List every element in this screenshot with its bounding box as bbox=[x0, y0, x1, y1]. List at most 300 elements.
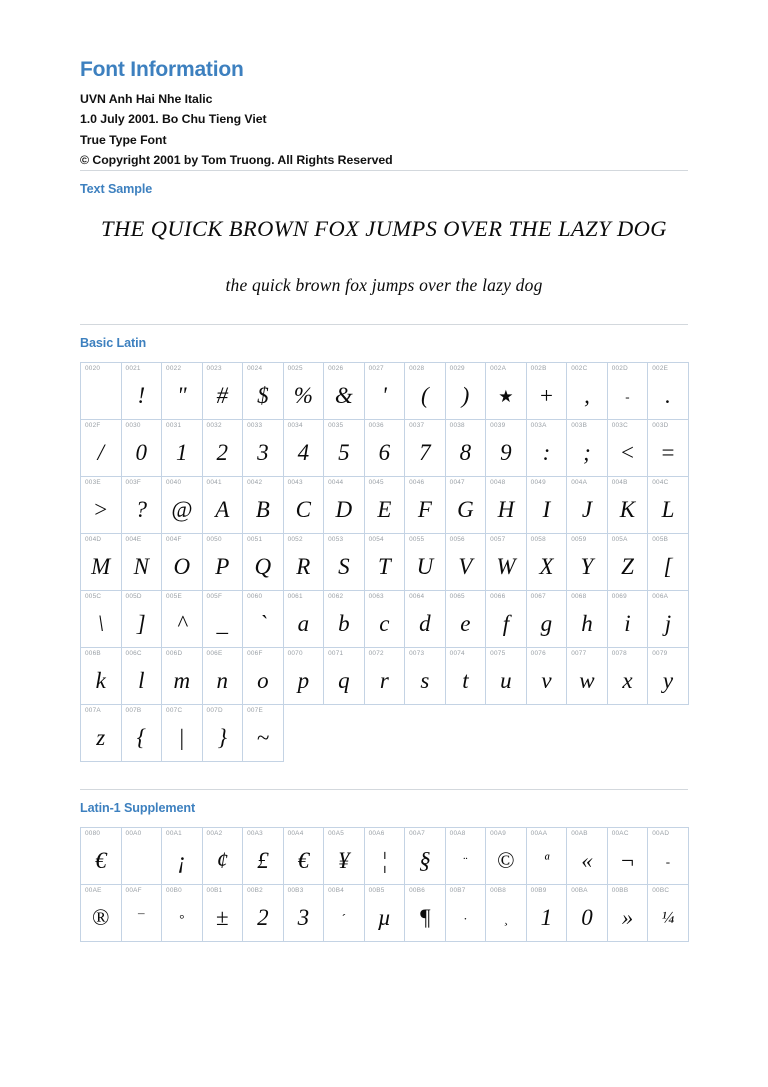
glyph-codepoint: 002E bbox=[652, 365, 669, 373]
glyph-cell[interactable] bbox=[202, 534, 243, 591]
glyph-cell[interactable] bbox=[526, 420, 567, 477]
glyph-cell[interactable] bbox=[567, 591, 608, 648]
glyph-character: p bbox=[297, 667, 310, 693]
glyph-character: € bbox=[95, 847, 107, 873]
glyph-cell[interactable] bbox=[324, 885, 365, 942]
glyph-character: Y bbox=[580, 553, 594, 579]
glyph-cell[interactable] bbox=[526, 648, 567, 705]
glyph-cell[interactable] bbox=[526, 885, 567, 942]
glyph-character: § bbox=[419, 847, 431, 873]
glyph-cell-empty bbox=[364, 705, 405, 762]
glyph-codepoint: 0029 bbox=[449, 365, 465, 373]
glyph-cell[interactable] bbox=[486, 828, 527, 885]
glyph-codepoint: 00B6 bbox=[409, 887, 426, 895]
glyph-character: } bbox=[217, 724, 227, 750]
glyph-character: ) bbox=[461, 382, 470, 408]
glyph-codepoint: 0030 bbox=[125, 422, 141, 430]
glyph-cell[interactable] bbox=[81, 885, 122, 942]
glyph-cell[interactable] bbox=[648, 534, 689, 591]
glyph-codepoint: 00AE bbox=[85, 887, 102, 895]
glyph-cell[interactable] bbox=[324, 828, 365, 885]
glyph-character: ★ bbox=[498, 386, 514, 406]
glyph-codepoint: 003B bbox=[571, 422, 588, 430]
glyph-cell[interactable] bbox=[405, 477, 446, 534]
glyph-cell[interactable] bbox=[283, 648, 324, 705]
glyph-codepoint: 00A2 bbox=[206, 830, 223, 838]
glyph-cell[interactable] bbox=[283, 591, 324, 648]
glyph-codepoint: 0064 bbox=[409, 593, 425, 601]
glyph-cell[interactable] bbox=[121, 705, 162, 762]
glyph-codepoint: 0033 bbox=[247, 422, 263, 430]
glyph-character: · bbox=[463, 910, 468, 926]
glyph-cell[interactable] bbox=[648, 828, 689, 885]
glyph-character: . bbox=[665, 382, 671, 408]
glyph-codepoint: 00B7 bbox=[449, 887, 466, 895]
glyph-cell[interactable] bbox=[81, 534, 122, 591]
glyph-codepoint: 004A bbox=[571, 479, 588, 487]
glyph-cell[interactable] bbox=[364, 591, 405, 648]
glyph-table-body-basic-latin bbox=[81, 363, 689, 762]
glyph-character: ` bbox=[258, 610, 267, 636]
glyph-character: ( bbox=[421, 382, 429, 408]
glyph-cell[interactable] bbox=[243, 420, 284, 477]
glyph-codepoint: 0040 bbox=[166, 479, 182, 487]
glyph-character: G bbox=[457, 496, 474, 522]
glyph-codepoint: 00AA bbox=[530, 830, 548, 838]
glyph-character: m bbox=[173, 667, 191, 693]
glyph-cell[interactable] bbox=[243, 885, 284, 942]
glyph-character: ¥ bbox=[338, 847, 350, 873]
glyph-codepoint: 00AF bbox=[125, 887, 142, 895]
glyph-codepoint: 0073 bbox=[409, 650, 425, 658]
glyph-character: © bbox=[497, 847, 515, 873]
glyph-cell[interactable] bbox=[567, 477, 608, 534]
glyph-cell[interactable] bbox=[405, 534, 446, 591]
glyph-character: c bbox=[379, 610, 390, 636]
glyph-codepoint: 00A3 bbox=[247, 830, 263, 838]
glyph-character: s bbox=[420, 667, 430, 693]
glyph-codepoint: 0036 bbox=[368, 422, 384, 430]
glyph-character: W bbox=[496, 553, 516, 579]
glyph-cell[interactable] bbox=[162, 477, 203, 534]
glyph-character: 3 bbox=[257, 439, 269, 465]
glyph-codepoint: 0037 bbox=[409, 422, 425, 430]
glyph-cell[interactable] bbox=[648, 885, 689, 942]
font-version-line: 1.0 July 2001. Bo Chu Tieng Viet bbox=[80, 112, 267, 127]
glyph-character: » bbox=[621, 904, 634, 930]
glyph-character: ' bbox=[381, 382, 387, 408]
glyph-character: ª bbox=[544, 850, 549, 870]
glyph-character: 7 bbox=[419, 439, 431, 465]
glyph-codepoint: 005E bbox=[166, 593, 182, 601]
glyph-cell[interactable] bbox=[486, 363, 527, 420]
glyph-character: / bbox=[97, 439, 104, 465]
glyph-cell[interactable] bbox=[486, 591, 527, 648]
glyph-cell[interactable] bbox=[364, 828, 405, 885]
glyph-cell[interactable] bbox=[445, 420, 486, 477]
glyph-character: Z bbox=[621, 553, 634, 579]
glyph-cell[interactable] bbox=[445, 885, 486, 942]
glyph-character: 5 bbox=[338, 439, 350, 465]
glyph-codepoint: 002C bbox=[571, 365, 588, 373]
glyph-cell[interactable] bbox=[202, 885, 243, 942]
glyph-codepoint: 00BC bbox=[652, 887, 670, 895]
glyph-character: £ bbox=[257, 847, 269, 873]
glyph-cell[interactable] bbox=[486, 885, 527, 942]
text-sample-uppercase: THE QUICK BROWN FOX JUMPS OVER THE LAZY DOG bbox=[101, 216, 667, 242]
glyph-row bbox=[81, 534, 689, 591]
glyph-cell[interactable] bbox=[81, 420, 122, 477]
glyph-codepoint: 0034 bbox=[287, 422, 303, 430]
glyph-codepoint: 0078 bbox=[611, 650, 627, 658]
glyph-codepoint: 0047 bbox=[449, 479, 465, 487]
glyph-cell[interactable] bbox=[486, 648, 527, 705]
glyph-cell[interactable] bbox=[324, 477, 365, 534]
glyph-character: i bbox=[624, 610, 631, 636]
glyph-character: _ bbox=[216, 610, 229, 636]
glyph-cell[interactable] bbox=[121, 534, 162, 591]
document-header bbox=[80, 0, 688, 170]
glyph-cell[interactable] bbox=[567, 828, 608, 885]
glyph-cell[interactable] bbox=[202, 705, 243, 762]
glyph-codepoint: 005F bbox=[206, 593, 223, 601]
glyph-cell[interactable] bbox=[364, 477, 405, 534]
glyph-cell[interactable] bbox=[567, 363, 608, 420]
glyph-character: N bbox=[133, 553, 149, 579]
glyph-cell[interactable] bbox=[202, 648, 243, 705]
glyph-cell[interactable] bbox=[202, 363, 243, 420]
glyph-cell[interactable] bbox=[567, 648, 608, 705]
glyph-row bbox=[81, 648, 689, 705]
glyph-codepoint: 006A bbox=[652, 593, 669, 601]
glyph-cell[interactable] bbox=[486, 477, 527, 534]
glyph-cell[interactable] bbox=[607, 828, 648, 885]
glyph-codepoint: 00A4 bbox=[287, 830, 304, 838]
glyph-character: 1 bbox=[176, 439, 188, 465]
glyph-cell[interactable] bbox=[243, 828, 284, 885]
glyph-cell[interactable] bbox=[202, 420, 243, 477]
glyph-cell[interactable] bbox=[81, 648, 122, 705]
glyph-character: V bbox=[458, 553, 473, 579]
glyph-cell[interactable] bbox=[81, 591, 122, 648]
glyph-cell[interactable] bbox=[243, 534, 284, 591]
glyph-codepoint: 00B5 bbox=[368, 887, 385, 895]
glyph-cell[interactable] bbox=[445, 591, 486, 648]
glyph-codepoint: 005C bbox=[85, 593, 102, 601]
glyph-cell[interactable] bbox=[162, 648, 203, 705]
glyph-cell[interactable] bbox=[648, 648, 689, 705]
glyph-character: " bbox=[176, 382, 187, 408]
glyph-codepoint: 0057 bbox=[490, 536, 506, 544]
glyph-cell[interactable] bbox=[81, 705, 122, 762]
glyph-character: 3 bbox=[297, 904, 310, 930]
glyph-cell[interactable] bbox=[607, 420, 648, 477]
glyph-character: a bbox=[297, 610, 310, 636]
glyph-codepoint: 0067 bbox=[530, 593, 546, 601]
glyph-cell[interactable] bbox=[202, 828, 243, 885]
glyph-table-basic-latin bbox=[80, 362, 689, 762]
glyph-cell[interactable] bbox=[648, 420, 689, 477]
glyph-character: O bbox=[173, 553, 191, 579]
glyph-codepoint: 0024 bbox=[247, 365, 263, 373]
glyph-codepoint: 0038 bbox=[449, 422, 465, 430]
glyph-cell[interactable] bbox=[162, 828, 203, 885]
glyph-codepoint: 00A9 bbox=[490, 830, 507, 838]
glyph-codepoint: 0054 bbox=[368, 536, 384, 544]
glyph-cell[interactable] bbox=[607, 648, 648, 705]
glyph-codepoint: 004C bbox=[652, 479, 669, 487]
glyph-character: j bbox=[664, 610, 672, 636]
glyph-cell[interactable] bbox=[445, 648, 486, 705]
glyph-codepoint: 0058 bbox=[530, 536, 546, 544]
glyph-character: ° bbox=[179, 910, 185, 926]
glyph-character: µ bbox=[377, 904, 391, 930]
glyph-codepoint: 002B bbox=[530, 365, 547, 373]
glyph-cell[interactable] bbox=[567, 534, 608, 591]
glyph-character: k bbox=[95, 667, 106, 693]
glyph-cell[interactable] bbox=[526, 363, 567, 420]
glyph-cell[interactable] bbox=[445, 828, 486, 885]
glyph-character: h bbox=[581, 610, 593, 636]
font-name-line: UVN Anh Hai Nhe Italic bbox=[80, 92, 213, 107]
glyph-codepoint: 00BA bbox=[571, 887, 588, 895]
glyph-character: ¦ bbox=[381, 847, 388, 873]
glyph-character: A bbox=[215, 496, 230, 522]
glyph-cell[interactable] bbox=[283, 828, 324, 885]
glyph-character: ® bbox=[92, 904, 110, 930]
glyph-codepoint: 007A bbox=[85, 707, 101, 715]
glyph-character: ] bbox=[136, 610, 146, 636]
glyph-cell[interactable] bbox=[324, 534, 365, 591]
glyph-cell[interactable] bbox=[243, 477, 284, 534]
glyph-cell-empty bbox=[648, 705, 689, 762]
glyph-cell[interactable] bbox=[364, 885, 405, 942]
glyph-cell[interactable] bbox=[607, 591, 648, 648]
glyph-character: u bbox=[500, 667, 512, 693]
glyph-cell[interactable] bbox=[121, 885, 162, 942]
glyph-character: x bbox=[622, 667, 633, 693]
glyph-codepoint: 00AC bbox=[611, 830, 629, 838]
glyph-character: % bbox=[293, 382, 313, 408]
glyph-character: ¨ bbox=[463, 853, 468, 869]
glyph-cell[interactable] bbox=[283, 534, 324, 591]
glyph-cell[interactable] bbox=[648, 363, 689, 420]
glyph-cell[interactable] bbox=[324, 420, 365, 477]
glyph-character: y bbox=[662, 667, 674, 693]
glyph-cell[interactable] bbox=[607, 363, 648, 420]
glyph-codepoint: 007C bbox=[166, 707, 183, 715]
glyph-cell[interactable] bbox=[567, 885, 608, 942]
glyph-cell[interactable] bbox=[445, 534, 486, 591]
glyph-codepoint: 002D bbox=[611, 365, 628, 373]
glyph-codepoint: 00A1 bbox=[166, 830, 182, 838]
glyph-character: 0 bbox=[581, 904, 593, 930]
glyph-codepoint: 004B bbox=[611, 479, 628, 487]
glyph-cell[interactable] bbox=[648, 477, 689, 534]
glyph-codepoint: 0070 bbox=[287, 650, 303, 658]
glyph-cell[interactable] bbox=[121, 591, 162, 648]
glyph-cell[interactable] bbox=[324, 363, 365, 420]
glyph-cell[interactable] bbox=[445, 477, 486, 534]
glyph-character: ¬ bbox=[620, 847, 634, 873]
glyph-cell[interactable] bbox=[526, 591, 567, 648]
glyph-codepoint: 002A bbox=[490, 365, 507, 373]
glyph-row bbox=[81, 885, 689, 942]
glyph-cell-empty bbox=[283, 705, 324, 762]
glyph-codepoint: 004E bbox=[125, 536, 142, 544]
glyph-cell[interactable] bbox=[567, 420, 608, 477]
glyph-character: w bbox=[579, 667, 595, 693]
glyph-cell[interactable] bbox=[364, 648, 405, 705]
glyph-cell[interactable] bbox=[162, 363, 203, 420]
glyph-codepoint: 00B4 bbox=[328, 887, 345, 895]
glyph-cell[interactable] bbox=[405, 591, 446, 648]
glyph-codepoint: 0071 bbox=[328, 650, 344, 658]
glyph-codepoint: 003E bbox=[85, 479, 101, 487]
glyph-codepoint: 0022 bbox=[166, 365, 182, 373]
glyph-character: v bbox=[541, 667, 552, 693]
glyph-cell[interactable] bbox=[648, 591, 689, 648]
glyph-character bbox=[122, 849, 162, 877]
glyph-codepoint: 0026 bbox=[328, 365, 344, 373]
glyph-character: Q bbox=[254, 553, 272, 579]
glyph-cell[interactable] bbox=[81, 828, 122, 885]
glyph-cell[interactable] bbox=[121, 477, 162, 534]
glyph-cell[interactable] bbox=[121, 828, 162, 885]
glyph-cell[interactable] bbox=[121, 363, 162, 420]
glyph-cell-empty bbox=[607, 705, 648, 762]
glyph-character: E bbox=[377, 496, 392, 522]
glyph-character: o bbox=[257, 667, 269, 693]
glyph-codepoint: 0063 bbox=[368, 593, 384, 601]
glyph-cell[interactable] bbox=[405, 828, 446, 885]
glyph-codepoint: 00B9 bbox=[530, 887, 547, 895]
glyph-cell[interactable] bbox=[162, 591, 203, 648]
glyph-cell[interactable] bbox=[486, 534, 527, 591]
glyph-codepoint: 0074 bbox=[449, 650, 465, 658]
glyph-cell[interactable] bbox=[243, 591, 284, 648]
glyph-cell[interactable] bbox=[526, 534, 567, 591]
glyph-cell[interactable] bbox=[121, 420, 162, 477]
glyph-cell[interactable] bbox=[283, 363, 324, 420]
glyph-codepoint: 0041 bbox=[206, 479, 222, 487]
glyph-cell[interactable] bbox=[202, 591, 243, 648]
glyph-codepoint: 005B bbox=[652, 536, 669, 544]
glyph-cell[interactable] bbox=[121, 648, 162, 705]
glyph-character: ¶ bbox=[418, 904, 431, 930]
glyph-cell[interactable] bbox=[162, 534, 203, 591]
glyph-codepoint: 0046 bbox=[409, 479, 425, 487]
glyph-cell[interactable] bbox=[81, 363, 122, 420]
glyph-cell[interactable] bbox=[162, 420, 203, 477]
glyph-character: , bbox=[584, 382, 590, 408]
glyph-cell[interactable] bbox=[162, 705, 203, 762]
glyph-codepoint: 0021 bbox=[125, 365, 141, 373]
glyph-codepoint: 0042 bbox=[247, 479, 263, 487]
glyph-cell[interactable] bbox=[324, 591, 365, 648]
page-title: Font Information bbox=[80, 58, 244, 81]
glyph-cell[interactable] bbox=[81, 477, 122, 534]
glyph-character: 2 bbox=[216, 439, 229, 465]
glyph-character: ? bbox=[135, 496, 148, 522]
glyph-character: g bbox=[540, 610, 553, 636]
glyph-cell[interactable] bbox=[445, 363, 486, 420]
glyph-codepoint: 003F bbox=[125, 479, 142, 487]
glyph-codepoint: 0039 bbox=[490, 422, 506, 430]
glyph-character: K bbox=[619, 496, 636, 522]
glyph-cell[interactable] bbox=[405, 363, 446, 420]
glyph-cell[interactable] bbox=[526, 828, 567, 885]
glyph-codepoint: 0065 bbox=[449, 593, 465, 601]
glyph-cell[interactable] bbox=[202, 477, 243, 534]
glyph-character: ¼ bbox=[661, 907, 675, 927]
glyph-codepoint: 00A7 bbox=[409, 830, 426, 838]
glyph-character: # bbox=[216, 382, 229, 408]
glyph-character: ! bbox=[137, 382, 146, 408]
glyph-character: @ bbox=[171, 496, 193, 522]
glyph-character: < bbox=[620, 439, 634, 465]
glyph-codepoint: 0072 bbox=[368, 650, 384, 658]
glyph-codepoint: 0028 bbox=[409, 365, 425, 373]
glyph-cell[interactable] bbox=[324, 648, 365, 705]
glyph-character: $ bbox=[257, 382, 269, 408]
glyph-cell[interactable] bbox=[607, 477, 648, 534]
glyph-character: 9 bbox=[500, 439, 512, 465]
glyph-character: H bbox=[497, 496, 515, 522]
glyph-cell[interactable] bbox=[283, 477, 324, 534]
glyph-cell[interactable] bbox=[243, 705, 284, 762]
glyph-codepoint: 0076 bbox=[530, 650, 546, 658]
glyph-character: 0 bbox=[135, 439, 148, 465]
glyph-codepoint: 00B3 bbox=[287, 887, 304, 895]
glyph-cell[interactable] bbox=[405, 885, 446, 942]
glyph-character: R bbox=[296, 553, 311, 579]
glyph-codepoint: 006D bbox=[166, 650, 183, 658]
glyph-cell[interactable] bbox=[162, 885, 203, 942]
glyph-codepoint: 0020 bbox=[85, 365, 101, 373]
glyph-character: \ bbox=[97, 610, 104, 636]
glyph-cell[interactable] bbox=[243, 363, 284, 420]
glyph-cell[interactable] bbox=[405, 420, 446, 477]
glyph-codepoint: 0079 bbox=[652, 650, 668, 658]
glyph-cell[interactable] bbox=[283, 885, 324, 942]
glyph-cell[interactable] bbox=[283, 420, 324, 477]
glyph-cell[interactable] bbox=[364, 534, 405, 591]
glyph-codepoint: 006B bbox=[85, 650, 101, 658]
glyph-character: X bbox=[539, 553, 554, 579]
glyph-cell[interactable] bbox=[405, 648, 446, 705]
glyph-cell[interactable] bbox=[607, 534, 648, 591]
glyph-codepoint: 0059 bbox=[571, 536, 587, 544]
glyph-character: { bbox=[136, 724, 146, 750]
glyph-cell-empty bbox=[526, 705, 567, 762]
glyph-character: ^ bbox=[176, 610, 187, 636]
glyph-cell[interactable] bbox=[243, 648, 284, 705]
glyph-codepoint: 0050 bbox=[206, 536, 222, 544]
glyph-codepoint: 00B1 bbox=[206, 887, 223, 895]
glyph-cell[interactable] bbox=[486, 420, 527, 477]
glyph-character: + bbox=[539, 382, 553, 408]
glyph-character: 8 bbox=[459, 439, 472, 465]
glyph-cell[interactable] bbox=[607, 885, 648, 942]
glyph-character: P bbox=[215, 553, 230, 579]
glyph-character: ¢ bbox=[216, 847, 229, 873]
glyph-cell[interactable] bbox=[364, 420, 405, 477]
glyph-cell[interactable] bbox=[526, 477, 567, 534]
glyph-codepoint: 0056 bbox=[449, 536, 465, 544]
glyph-cell[interactable] bbox=[364, 363, 405, 420]
glyph-codepoint: 0048 bbox=[490, 479, 506, 487]
